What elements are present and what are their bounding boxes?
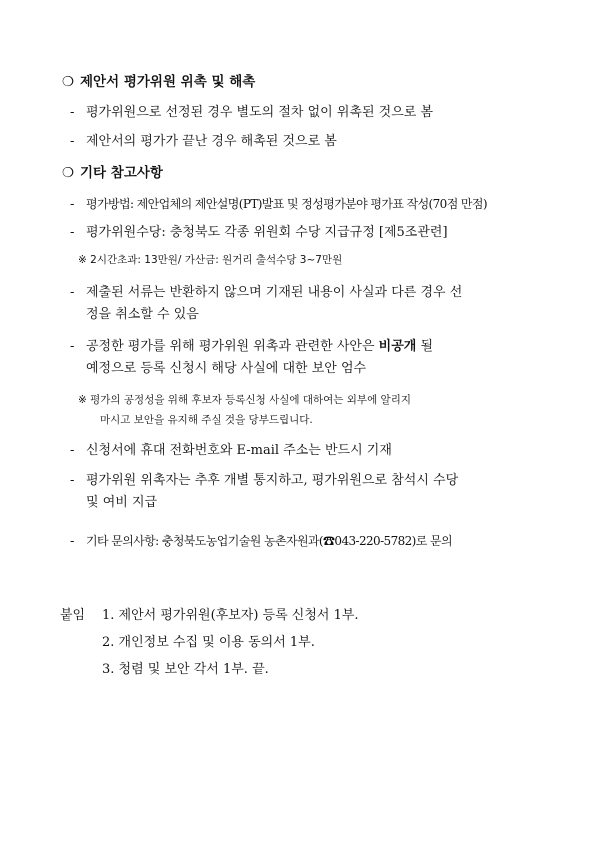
list-item-text: 평가위원 위촉자는 추후 개별 통지하고, 평가위원으로 참석시 수당	[86, 473, 459, 488]
list-item	[70, 530, 545, 553]
list-item-text: 제출된 서류는 반환하지 않으며 기재된 내용이 사실과 다른 경우 선	[86, 285, 463, 300]
attachment-text: 2. 개인정보 수집 및 이용 동의서 1부.	[102, 635, 315, 650]
dash-icon: -	[70, 197, 75, 212]
list-item	[70, 222, 545, 244]
attachments	[60, 602, 359, 683]
list-item	[70, 470, 545, 514]
attachment-label: 붙임	[60, 608, 86, 623]
list-item	[70, 282, 545, 326]
note-allowance	[78, 250, 548, 270]
dash-icon: -	[70, 473, 75, 488]
emphasis-text: 비공개	[378, 339, 417, 354]
list-item-text: 기타 문의사항: 충청북도농업기술원 농촌자원과(☎043-220-5782)로 문의	[86, 534, 452, 548]
dash-icon: -	[70, 339, 75, 354]
list-item-continuation: 및 여비 지급	[86, 495, 158, 510]
dash-icon: -	[70, 134, 75, 149]
note-text: ※ 2시간초과: 13만원/ 가산금: 원거리 출석수당 3~7만원	[78, 254, 343, 266]
attachment-text: 3. 청렴 및 보안 각서 1부. 끝.	[102, 662, 269, 677]
list-item-continuation: 예정으로 등록 신청시 해당 사실에 대한 보안 엄수	[86, 361, 367, 376]
dash-icon: -	[70, 105, 75, 120]
section-heading-notes	[62, 161, 163, 181]
note-confidentiality	[78, 390, 548, 430]
dash-icon: -	[70, 225, 75, 240]
circle-bullet-icon: ❍	[62, 74, 75, 90]
list-item-text: 평가위원수당: 충청북도 각종 위원회 수당 지급규정 [제5조관련]	[86, 225, 448, 240]
list-item-text: 공정한 평가를 위해 평가위원 위촉과 관련한 사안은	[86, 339, 379, 354]
section-title: 기타 참고사항	[80, 165, 163, 181]
list-item	[70, 102, 545, 124]
dash-icon: -	[70, 443, 75, 458]
list-item-text: 제안서의 평가가 끝난 경우 해촉된 것으로 봄	[86, 134, 337, 149]
circle-bullet-icon: ❍	[62, 165, 75, 181]
list-item-text: 신청서에 휴대 전화번호와 E-mail 주소는 반드시 기재	[86, 443, 392, 458]
section-heading-appointment	[62, 70, 255, 90]
list-item-continuation: 정을 취소할 수 있음	[86, 307, 199, 322]
section-title: 제안서 평가위원 위촉 및 해촉	[80, 74, 256, 90]
list-item-text: 평가위원으로 선정된 경우 별도의 절차 없이 위촉된 것으로 봄	[86, 105, 434, 120]
list-item-text-tail: 될	[416, 339, 434, 354]
attachment-item	[60, 656, 359, 683]
dash-icon: -	[70, 534, 75, 549]
list-item	[70, 193, 545, 216]
attachment-item	[60, 629, 359, 656]
attachment-item	[60, 602, 359, 629]
list-item	[70, 336, 545, 380]
list-item	[70, 440, 545, 462]
list-item	[70, 131, 545, 153]
attachment-text: 1. 제안서 평가위원(후보자) 등록 신청서 1부.	[102, 608, 359, 623]
list-item-text: 평가방법: 제안업체의 제안설명(PT)발표 및 정성평가분야 평가표 작성(70점 만점)	[86, 197, 487, 211]
note-continuation: 마시고 보안을 유지해 주실 것을 당부드립니다.	[100, 414, 313, 426]
note-text: ※ 평가의 공정성을 위해 후보자 등록신청 사실에 대하여는 외부에 알리지	[78, 394, 411, 406]
dash-icon: -	[70, 285, 75, 300]
